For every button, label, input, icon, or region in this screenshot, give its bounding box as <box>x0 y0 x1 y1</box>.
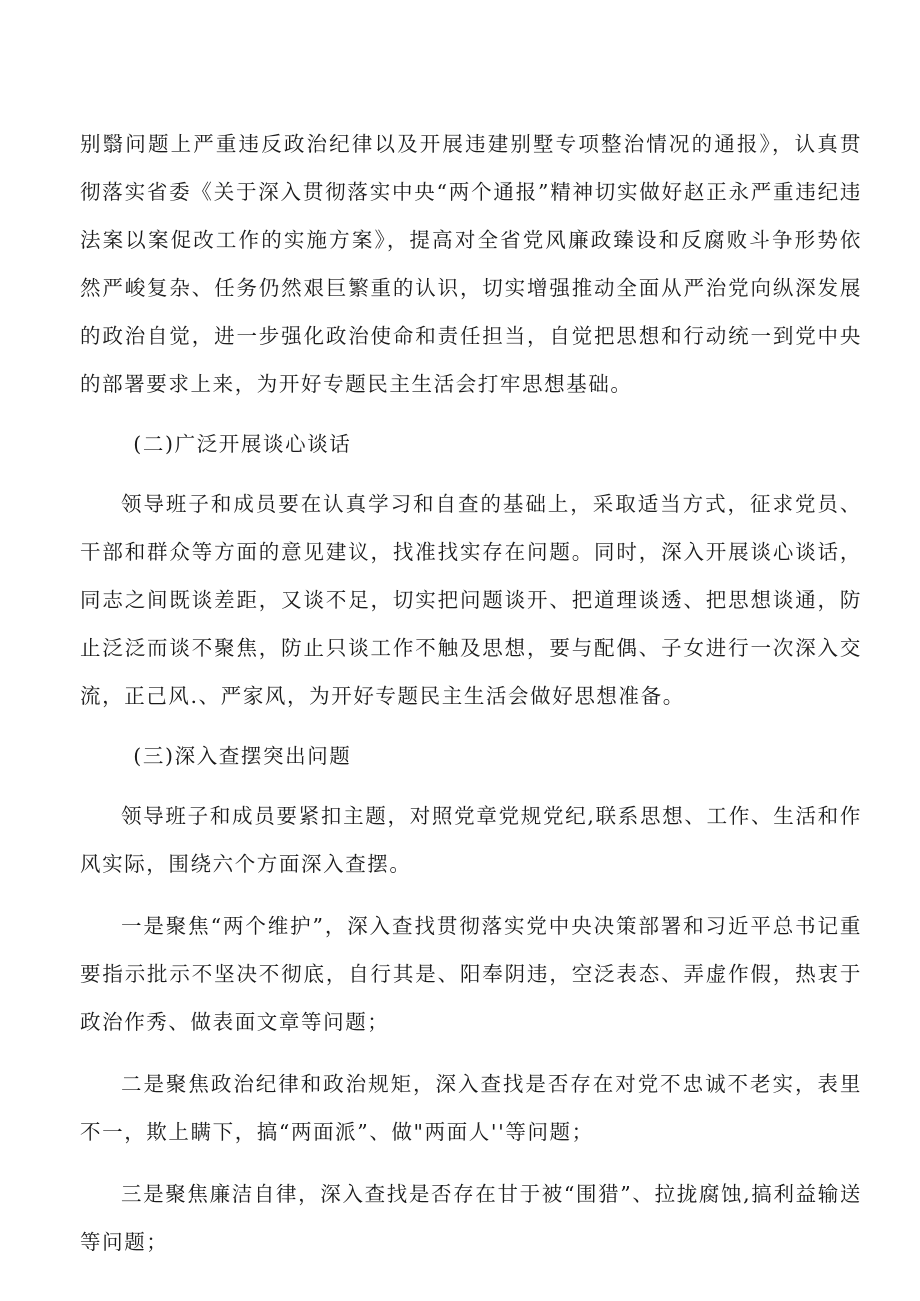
body-paragraph-review-intro: 领导班子和成员要紧扣主题，对照党章党规党纪,联系思想、工作、生活和作风实际，围绕六个方面深入查摆。 <box>80 804 862 876</box>
body-paragraph-item-1: 一是聚焦“两个维护”，深入查找贯彻落实党中央决策部署和习近平总书记重要指示批示不坚决不彻底，自行其是、阳奉阴违，空泛表态、弄虚作假，热衷于政治作秀、做表面文章等问题； <box>80 914 862 1034</box>
body-paragraph-continued: 别翳问题上严重违反政治纪律以及开展违建别墅专项整治情况的通报》，认真贯彻落实省委《关于深入贯彻落实中央“两个通报”精神切实做好赵正永严重违纪违法案以案促改工作的实施方案》，提高对全省党风廉政臻设和反腐败斗争形势依然严峻复杂、任务仍然艰巨繁重的认识，切实增强推动全面从严治党向纵深发展的政治自觉，进一步强化政治使命和责任担当，自觉把思想和行动统一到党中央的部署要求上来，为开好专题民主生活会打牢思想基础。 <box>80 132 862 396</box>
section-heading-3: (三)深入查摆突出问题 <box>133 744 352 768</box>
body-paragraph-item-2: 二是聚焦政治纪律和政治规矩，深入查找是否存在对党不忠诚不老实，表里不一，欺上瞒下，搞“两面派”、做"两面人''等问题； <box>80 1072 862 1144</box>
section-heading-2: (二)广泛开展谈心谈话 <box>133 432 352 456</box>
body-paragraph-talks: 领导班子和成员要在认真学习和自查的基础上，采取适当方式，征求党员、干部和群众等方面的意见建议，找准找实存在问题。同时，深入开展谈心谈话，同志之间既谈差距，又谈不足，切实把问题谈开、把道理谈透、把思想谈通，防止泛泛而谈不聚焦，防止只谈工作不触及思想，要与配偶、子女进行一次深入交流，正己风.、严家风，为开好专题民主生活会做好思想准备。 <box>80 492 862 708</box>
document-page <box>80 120 862 1266</box>
body-paragraph-item-3: 三是聚焦廉洁自律，深入查找是否存在甘于被“围猎”、拉拢腐蚀,搞利益输送等问题； <box>80 1182 862 1254</box>
